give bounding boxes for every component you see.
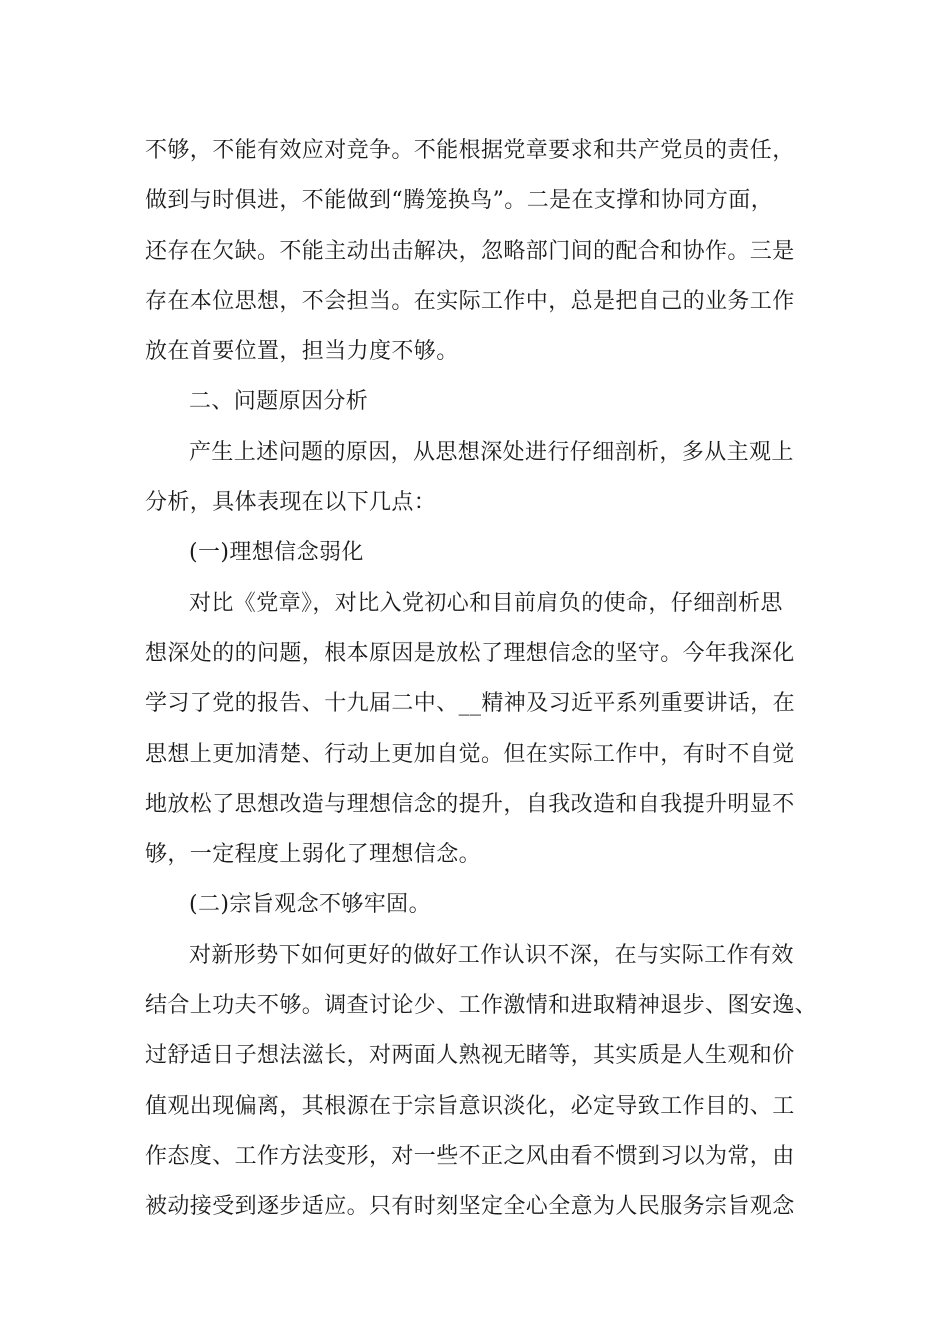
text-line: 放在首要位置，担当力度不够。	[145, 339, 459, 365]
text-line: 够，一定程度上弱化了理想信念。	[145, 842, 482, 868]
text-line: 做到与时俱进，不能做到“腾笼换鸟”。二是在支撑和协同方面，	[145, 188, 774, 214]
text-line: 思想上更加清楚、行动上更加自觉。但在实际工作中，有时不自觉	[145, 741, 795, 767]
section-heading: 二、问题原因分析	[189, 389, 369, 415]
text-line: 学习了党的报告、十九届二中、__精神及习近平系列重要讲话，在	[145, 691, 796, 717]
text-line: 对新形势下如何更好的做好工作认识不深，在与实际工作有效	[189, 942, 794, 968]
text-line: 不够，不能有效应对竞争。不能根据党章要求和共产党员的责任，	[145, 138, 795, 163]
text-line: 产生上述问题的原因，从思想深处进行仔细剖析，多从主观上	[189, 439, 794, 465]
text-line: 被动接受到逐步适应。只有时刻坚定全心全意为人民服务宗旨观念	[145, 1194, 795, 1220]
text-line: 分析，具体表现在以下几点：	[145, 490, 437, 516]
text-line: 想深处的的问题，根本原因是放松了理想信念的坚守。今年我深化	[145, 640, 795, 666]
text-line: 过舒适日子想法滋长，对两面人熟视无睹等，其实质是人生观和价	[145, 1043, 795, 1069]
text-line: 结合上功夫不够。调查讨论少、工作激情和进取精神退步、图安逸、	[145, 993, 818, 1019]
text-line: 对比《党章》，对比入党初心和目前肩负的使命，仔细剖析思	[189, 590, 783, 616]
subsection-heading: (一)理想信念弱化	[189, 540, 364, 566]
text-line: 值观出现偏离，其根源在于宗旨意识淡化，必定导致工作目的、工	[145, 1093, 795, 1119]
text-line: 还存在欠缺。不能主动出击解决，忽略部门间的配合和协作。三是	[145, 238, 795, 264]
document-body	[145, 126, 825, 1233]
text-line: 作态度、工作方法变形，对一些不正之风由看不惯到习以为常，由	[145, 1143, 795, 1169]
text-line: 存在本位思想，不会担当。在实际工作中，总是把自己的业务工作	[145, 288, 795, 314]
subsection-heading: (二)宗旨观念不够牢固。	[189, 892, 431, 918]
text-line: 地放松了思想改造与理想信念的提升，自我改造和自我提升明显不	[145, 791, 795, 817]
